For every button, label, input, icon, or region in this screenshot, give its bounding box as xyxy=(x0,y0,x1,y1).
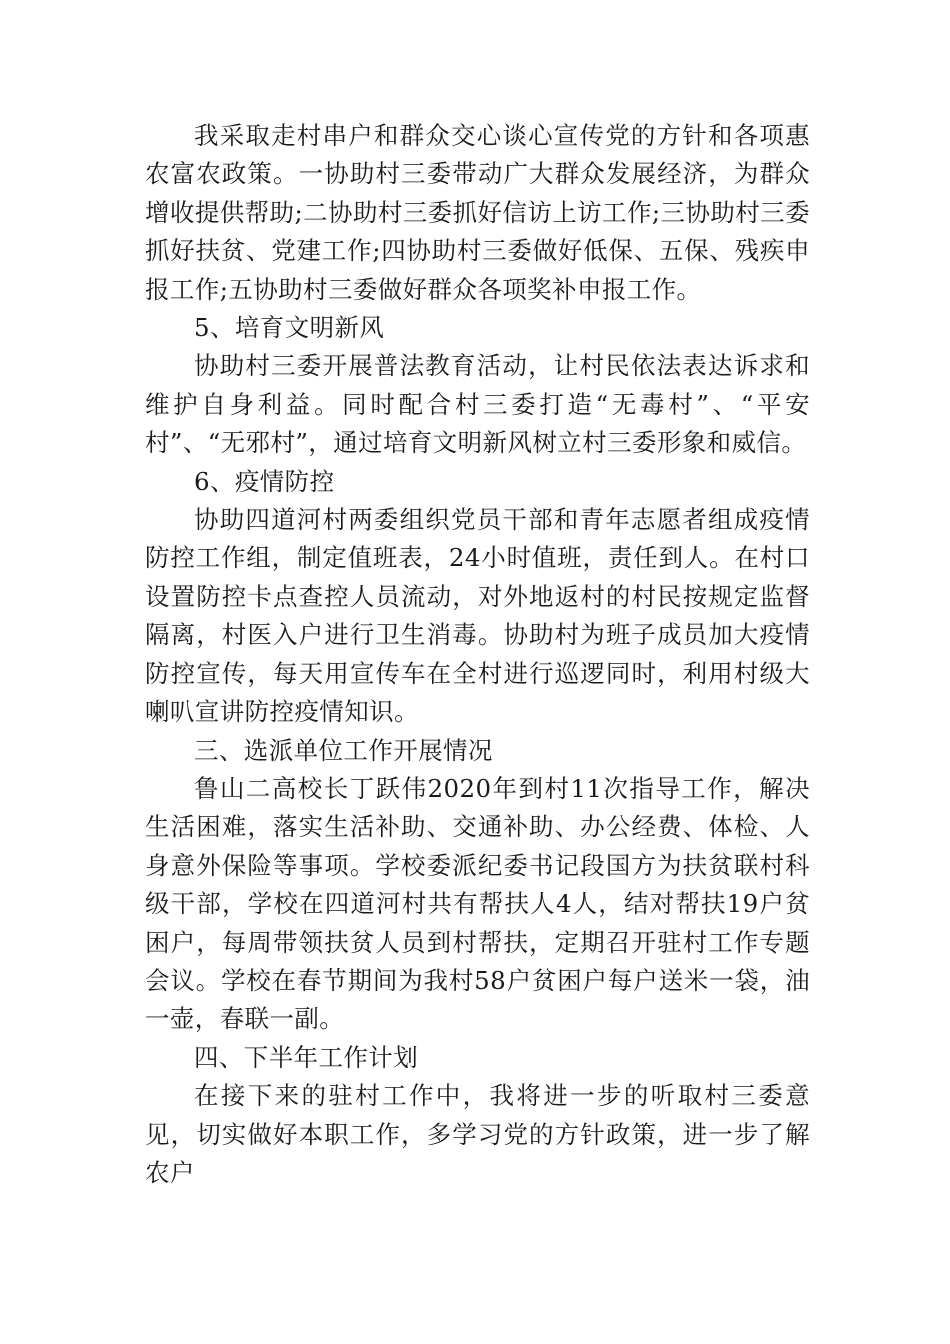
document-body xyxy=(145,117,810,1192)
paragraph-epidemic-control: 协助四道河村两委组织党员干部和青年志愿者组成疫情防控工作组，制定值班表，24小时值班，责任到人。在村口设置防控卡点查控人员流动，对外地返村的村民按规定监督隔离，村医入户进行卫生消毒。协助村为班子成员加大疫情防控宣传，每天用宣传车在全村进行巡逻同时，利用村级大喇叭宣讲防控疫情知识。 xyxy=(145,505,810,727)
heading-work-plan: 四、下半年工作计划 xyxy=(194,1042,419,1072)
heading-epidemic-control: 6、疫情防控 xyxy=(194,466,335,496)
paragraph-dispatch-unit: 鲁山二高校长丁跃伟2020年到村11次指导工作，解决生活困难，落实生活补助、交通补助、办公经费、体检、人身意外保险等事项。学校委派纪委书记段国方为扶贫联村科级干部，学校在四道河村共有帮扶人4人，结对帮扶19户贫困户，每周带领扶贫人员到村帮扶，定期召开驻村工作专题会议。学校在春节期间为我村58户贫困户每户送米一袋，油一壶，春联一副。 xyxy=(145,773,810,1034)
paragraph-policy-publicity: 我采取走村串户和群众交心谈心宣传党的方针和各项惠农富农政策。一协助村三委带动广大群众发展经济，为群众增收提供帮助;二协助村三委抓好信访上访工作;三协助村三委抓好扶贫、党建工作;四协助村三委做好低保、五保、残疾申报工作;五协助村三委做好群众各项奖补申报工作。 xyxy=(145,121,810,304)
heading-civilization: 5、培育文明新风 xyxy=(194,313,385,343)
paragraph-work-plan: 在接下来的驻村工作中，我将进一步的听取村三委意见，切实做好本职工作，多学习党的方针政策，进一步了解农户 xyxy=(145,1081,810,1187)
paragraph-civilization: 协助村三委开展普法教育活动，让村民依法表达诉求和维护自身利益。同时配合村三委打造“无毒村”、“平安村”、“无邪村”，通过培育文明新风树立村三委形象和威信。 xyxy=(145,351,810,458)
heading-dispatch-unit: 三、选派单位工作开展情况 xyxy=(194,735,493,765)
